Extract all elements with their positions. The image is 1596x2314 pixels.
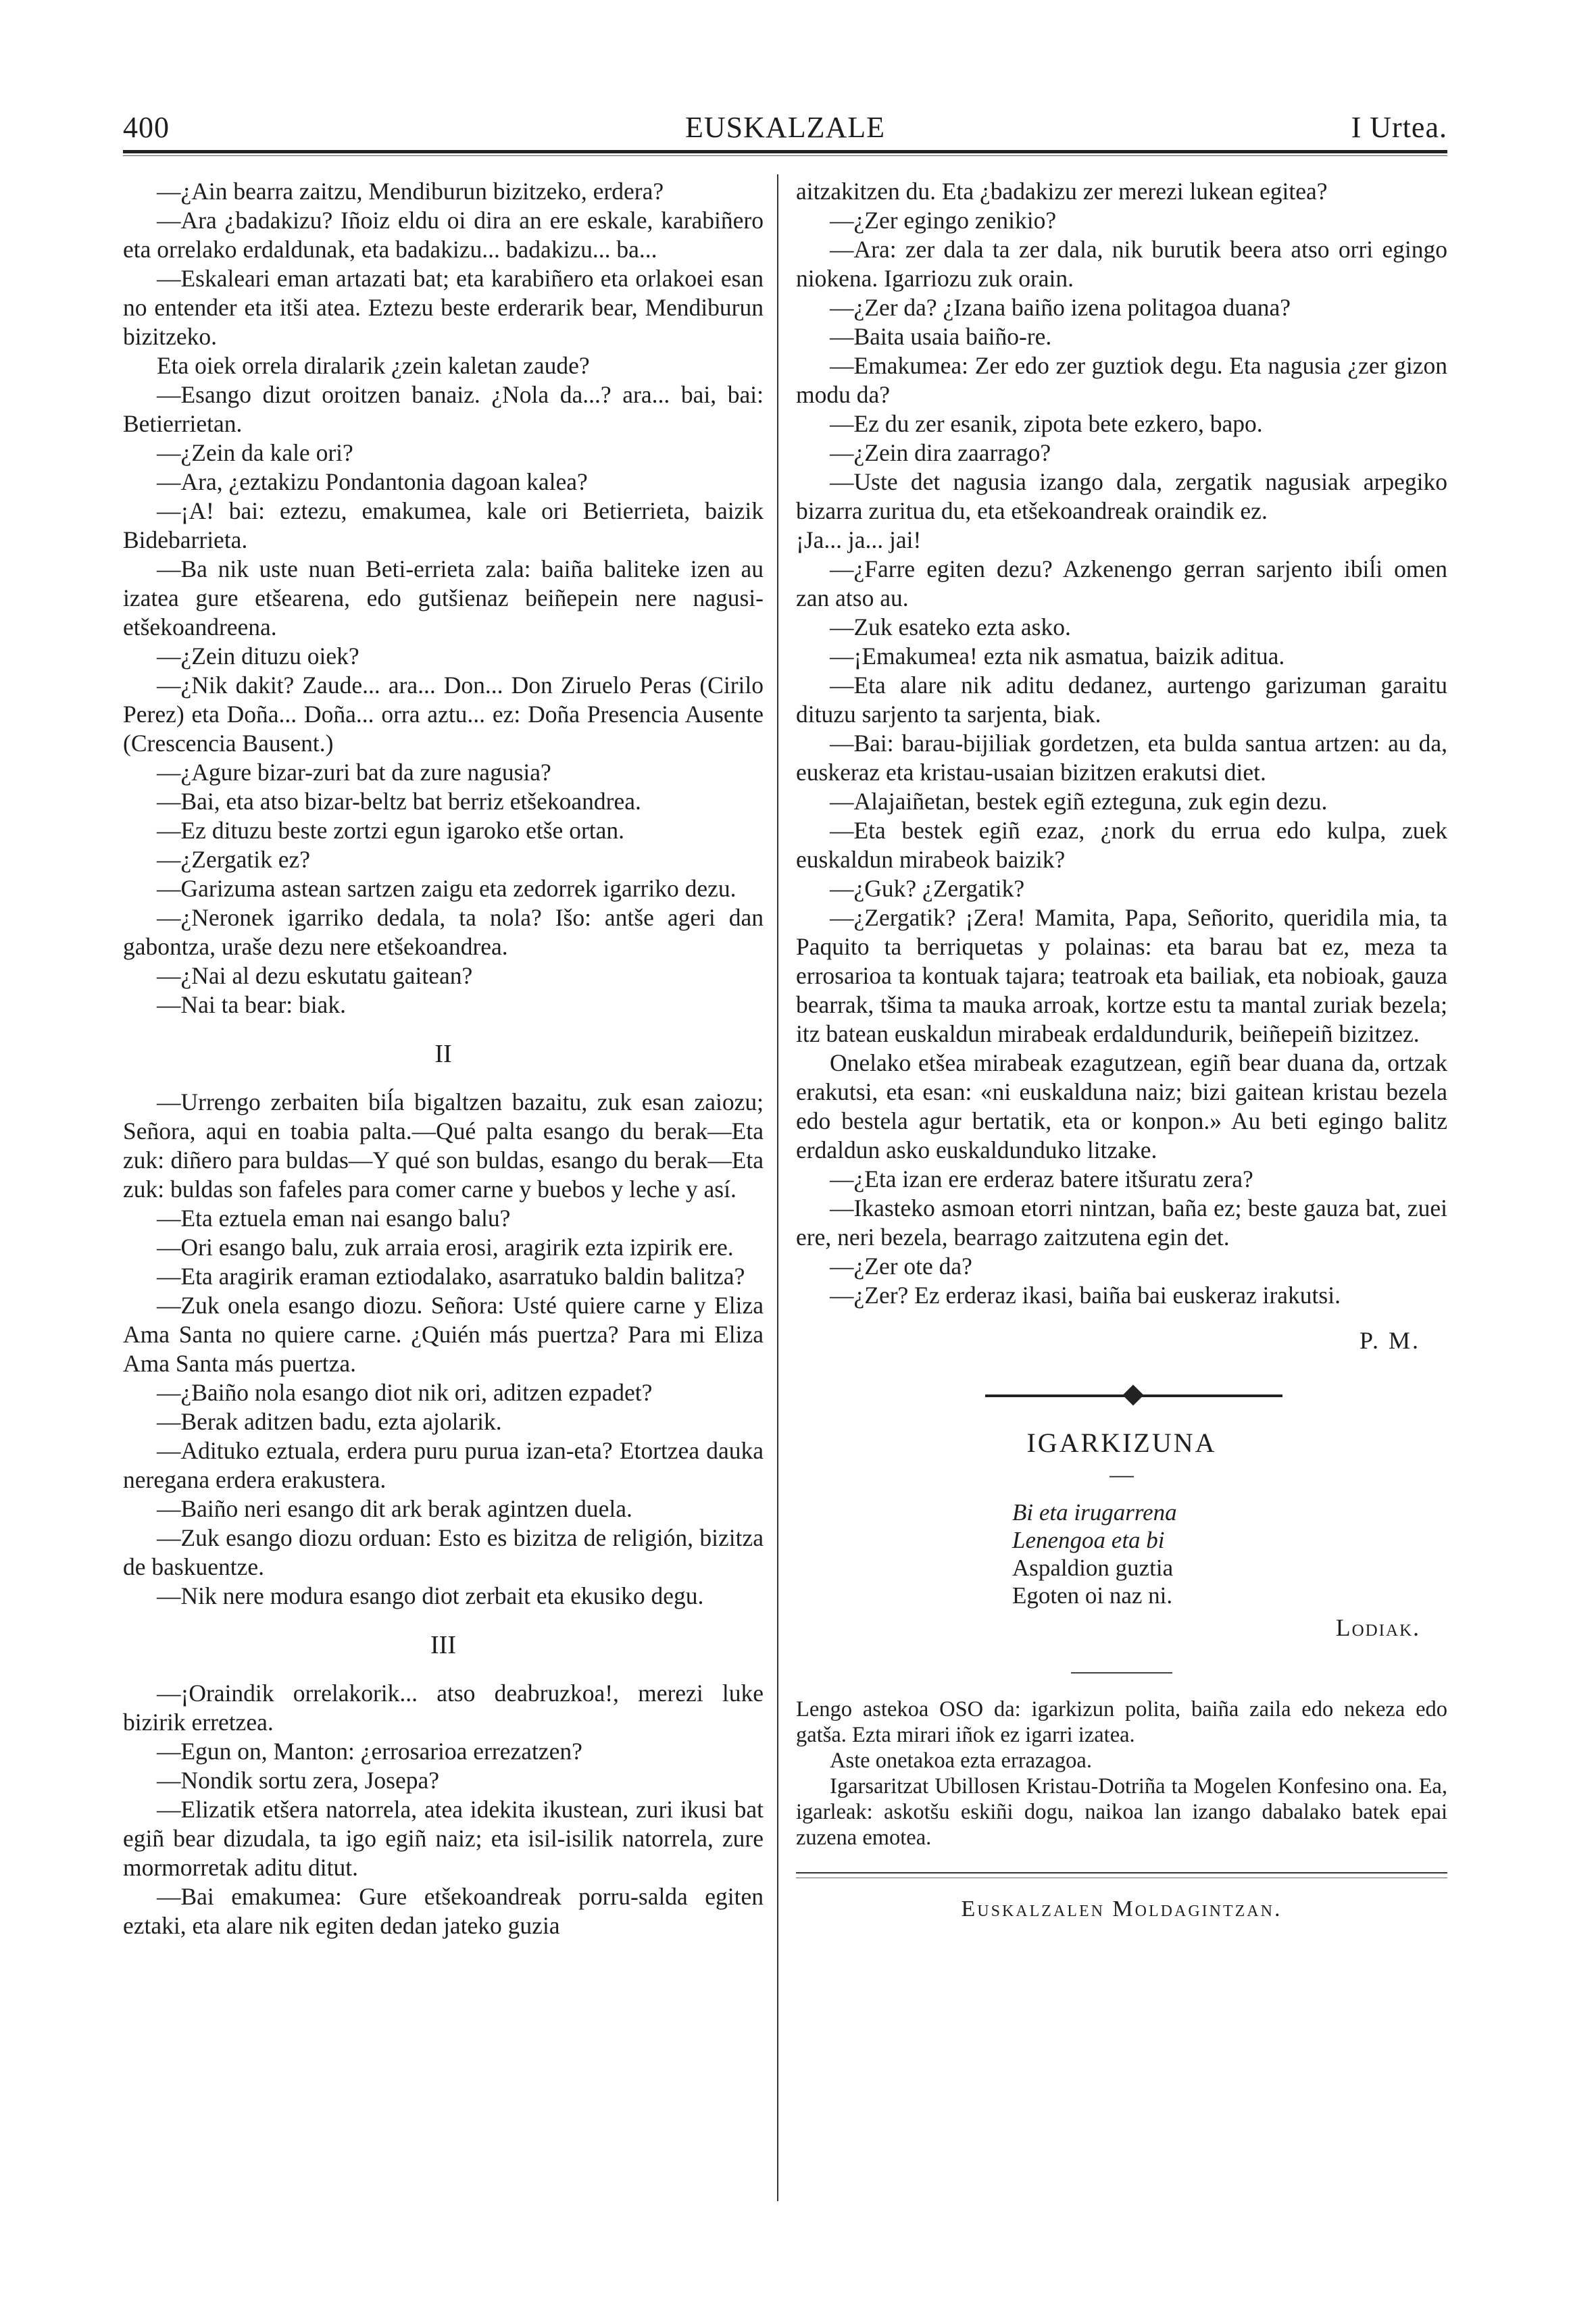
printer-imprint: Euskalzalen Moldagintzan.: [961, 1896, 1282, 1921]
section-heading-2: II: [434, 1040, 452, 1068]
paragraph: —Ara: zer dala ta zer dala, nik burutik beera atso orri egingo niokena. Igarriozu zuk orain.: [796, 236, 1447, 292]
volume-year: I Urtea.: [1351, 111, 1447, 144]
paragraph: —¡Emakumea! ezta nik asmatua, baizik aditua.: [830, 643, 1285, 670]
paragraph: —Nondik sortu zera, Josepa?: [157, 1767, 439, 1794]
riddle-line: Aspaldion guztia: [1012, 1555, 1174, 1581]
paragraph: —¿Baiño nola esango diot nik ori, aditzen ezpadet?: [157, 1379, 653, 1406]
riddle-title: IGARKIZUNA: [1026, 1428, 1217, 1458]
paragraph: —Bai emakumea: Gure etšekoandreak porru-salda egiten eztaki, eta alare nik egiten dedan jateko guzia: [123, 1883, 764, 1939]
paragraph: —¿Zergatik ez?: [157, 846, 311, 873]
paragraph: —¿Zer da? ¿Izana baiño izena politagoa duana?: [830, 294, 1291, 321]
paragraph: —Baita usaia baiño-re.: [830, 323, 1052, 350]
paragraph: —Alajaiñetan, bestek egiñ ezteguna, zuk egin dezu.: [830, 788, 1328, 815]
paragraph: —Ori esango balu, zuk arraia erosi, aragirik ezta izpirik ere.: [157, 1234, 734, 1261]
header-rule-thin: [123, 155, 1447, 156]
paragraph: —¡A! bai: eztezu, emakumea, kale ori Betierrieta, baizik Bidebarrieta.: [123, 497, 764, 553]
paragraph: —¿Nik dakit? Zaude... ara... Don... Don Ziruelo Peras (Cirilo Perez) eta Doña... Doña... orra aztu... ez: Doña Presencia Ausente (Crescencia Bausent.): [123, 672, 764, 757]
paragraph: —Ara, ¿eztakizu Pondantonia dagoan kalea?: [157, 468, 588, 495]
paragraph: —Ez du zer esanik, zipota bete ezkero, bapo.: [830, 410, 1263, 437]
ornament-diamond-icon: [1122, 1384, 1143, 1405]
section-heading-3: III: [430, 1631, 456, 1659]
paragraph: —¿Zer egingo zenikio?: [830, 207, 1057, 234]
riddle-author: Lodiak.: [1335, 1614, 1420, 1641]
paragraph: —¿Zer? Ez erderaz ikasi, baiña bai euskeraz irakutsi.: [830, 1282, 1341, 1309]
paragraph: —¿Zein da kale ori?: [157, 439, 353, 466]
paragraph: Onelako etšea mirabeak ezagutzean, egiñ bear duana da, ortzak erakutsi, eta esan: «ni euskalduna naiz; bizi gaitean kristau bezela edo bestela agur bertatik, eta or konpon.» Au beti egingo balitz erdaldun asko euskaldunduko litzake.: [796, 1049, 1447, 1163]
paragraph: —Ba nik uste nuan Beti-errieta zala: baiña baliteke izen au izatea gure etšearena, edo gutšienaz beiñepein nere nagusi-etšekoandreena.: [123, 555, 764, 640]
paragraph: —Bai, eta atso bizar-beltz bat berriz etšekoandrea.: [157, 788, 641, 815]
paragraph: —Urrengo zerbaiten biĺa bigaltzen bazaitu, zuk esan zaiozu; Señora, aqui en toabia palta.—Qué palta esango du berak—Eta zuk: diñero para buldas—Y qué son buldas, esango du berak—Eta zuk: buldas son fafeles para comer carne y buebos y leche y así.: [123, 1088, 764, 1203]
paragraph: —¡Oraindik orrelakorik... atso deabruzkoa!, merezi luke bizirik erretzea.: [123, 1680, 764, 1736]
paragraph: —Elizatik etšera natorrela, atea idekita ikustean, zuri ikusi bat egiñ bear dizudala, ta igo egiñ naiz; eta isil-isilik natorrela, zure mormorretak aditu ditut.: [123, 1796, 764, 1881]
riddle-line: Egoten oi naz ni.: [1012, 1582, 1173, 1609]
paragraph: —¿Ain bearra zaitzu, Mendiburun bizitzeko, erdera?: [157, 178, 664, 205]
paragraph: —Zuk onela esango diozu. Señora: Usté quiere carne y Eliza Ama Santa no quiere carne. ¿Quién más puertza? Para mi Eliza Ama Santa más puertza.: [123, 1292, 764, 1377]
paragraph: Eta oiek orrela diralarik ¿zein kaletan zaude?: [157, 352, 590, 379]
paragraph: —¿Farre egiten dezu? Azkenengo gerran sarjento ibiĺi omen zan atso au.: [796, 555, 1447, 611]
paragraph: —Nik nere modura esango diot zerbait eta ekusiko degu.: [157, 1582, 704, 1609]
right-column: [796, 177, 1447, 1923]
note-paragraph: Igarsaritzat Ubillosen Kristau-Dotriña ta Mogelen Konfesino ona. Ea, igarleak: askotšu eskiñi dogu, naikoa lan izango dabalako batek epai zuzena emotea.: [796, 1774, 1447, 1850]
paragraph: —¿Zer ote da?: [830, 1253, 972, 1280]
left-column: [123, 177, 764, 1940]
page-header: [123, 101, 1447, 149]
paragraph: —¿Agure bizar-zuri bat da zure nagusia?: [157, 759, 551, 786]
paragraph: —Ez dituzu beste zortzi egun igaroko etše ortan.: [157, 817, 625, 844]
paragraph: —¿Nai al dezu eskutatu gaitean?: [157, 962, 473, 989]
paragraph: —¿Zein dituzu oiek?: [157, 643, 359, 670]
journal-title: EUSKALZALE: [685, 111, 885, 144]
paragraph: —Nai ta bear: biak.: [157, 991, 346, 1018]
page-number: 400: [123, 111, 170, 144]
header-rule: [123, 150, 1447, 153]
paragraph: —Emakumea: Zer edo zer guztiok degu. Eta nagusia ¿zer gizon modu da?: [796, 352, 1447, 408]
column-divider: [777, 174, 778, 2201]
paragraph: —Baiño neri esango dit ark berak agintzen duela.: [157, 1495, 632, 1522]
paragraph: —Eskaleari eman artazati bat; eta karabiñero eta orlakoei esan no entender eta itši atea. Eztezu beste erderarik bear, Mendiburun bizitzeko.: [123, 265, 764, 350]
paragraph: —Eta bestek egiñ ezaz, ¿nork du errua edo kulpa, zuek euskaldun mirabeok baizik?: [796, 817, 1447, 873]
author-signature: P. M.: [1359, 1327, 1420, 1354]
paragraph: —Garizuma astean sartzen zaigu eta zedorrek igarriko dezu.: [157, 875, 737, 902]
paragraph: —Eta eztuela eman nai esango balu?: [157, 1205, 511, 1232]
ornamental-rule: [796, 1374, 1447, 1415]
section-divider: [1071, 1672, 1172, 1674]
paragraph: —Zuk esango diozu orduan: Esto es bizitza de religión, bizitza de baskuentze.: [123, 1524, 764, 1580]
paragraph: —¿Guk? ¿Zergatik?: [830, 875, 1025, 902]
riddle-note: [796, 1696, 1447, 1851]
paragraph: —Eta aragirik eraman eztiodalako, asarratuko baldin balitza?: [157, 1263, 745, 1290]
paragraph: —Uste det nagusia izango dala, zergatik nagusiak arpegiko bizarra zuritua du, eta etšekoandreak oraindik ez.: [796, 468, 1447, 524]
paragraph: —¿Zergatik? ¡Zera! Mamita, Papa, Señorito, queridila mia, ta Paquito ta berriquetas y polainas: eta barau bat ez, meza ta errosarioa ta kontuak tajara; teatroak eta bailiak, eta nobioak, gauza bearrak, tšima ta mauka arroak, kortze estu ta mantal zuriak bezela; itz batean euskaldun mirabeak erdaldundurik, beiñepeiñ bizitzez.: [796, 904, 1447, 1047]
paragraph: —¿Zein dira zaarrago?: [830, 439, 1051, 466]
riddle-line: Bi eta irugarrena: [1012, 1499, 1177, 1526]
paragraph: —¿Eta izan ere erderaz batere itšuratu zera?: [830, 1165, 1253, 1192]
note-paragraph: Lengo astekoa OSO da: igarkizun polita, baiña zaila edo nekeza edo gatša. Ezta mirari iñok ez igarri izatea.: [796, 1697, 1447, 1747]
paragraph: —Bai: barau-bijiliak gordetzen, eta bulda santua artzen: au da, euskeraz eta kristau-usaian bizitzen erakutsi diet.: [796, 730, 1447, 786]
paragraph: —Eta alare nik aditu dedanez, aurtengo garizuman garaitu dituzu sarjento ta sarjenta, biak.: [796, 672, 1447, 728]
paragraph: —Egun on, Manton: ¿errosarioa errezatzen?: [157, 1738, 582, 1765]
footer-rule: [796, 1872, 1447, 1873]
riddle-verse: [1012, 1499, 1447, 1609]
paragraph: —Adituko eztuala, erdera puru purua izan-eta? Etortzea dauka neregana erdera erakustera.: [123, 1437, 764, 1493]
paragraph: —Zuk esateko ezta asko.: [830, 613, 1071, 640]
paragraph: —Ara ¿badakizu? Iñoiz eldu oi dira an ere eskale, karabiñero eta orrelako erdaldunak, eta badakizu... badakizu... ba...: [123, 207, 764, 263]
note-paragraph: Aste onetakoa ezta errazagoa.: [830, 1749, 1092, 1773]
paragraph: —Berak aditzen badu, ezta ajolarik.: [157, 1408, 502, 1435]
riddle-dash: —: [1109, 1461, 1134, 1488]
paragraph: ¡Ja... ja... jai!: [796, 526, 922, 553]
paragraph: —Ikasteko asmoan etorri nintzan, baña ez; beste gauza bat, zuei ere, neri bezela, bearrago zaitzutena egin det.: [796, 1194, 1447, 1251]
paragraph: —Esango dizut oroitzen banaiz. ¿Nola da...? ara... bai, bai: Betierrietan.: [123, 381, 764, 437]
paragraph: —¿Neronek igarriko dedala, ta nola? Išo: antše ageri dan gabontza, uraše dezu nere etšekoandrea.: [123, 904, 764, 960]
paragraph: aitzakitzen du. Eta ¿badakizu zer merezi lukean egitea?: [796, 178, 1328, 205]
riddle-line: Lenengoa eta bi: [1012, 1527, 1165, 1553]
